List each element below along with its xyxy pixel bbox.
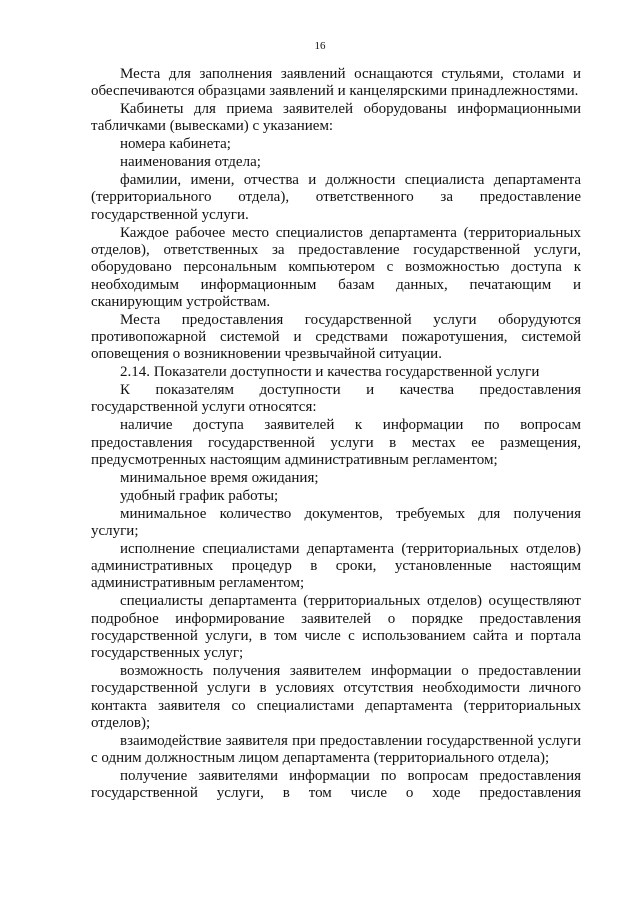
paragraph: наличие доступа заявителей к информации по вопросам предоставления государственной услуги в местах ее размещения, предусмотренных настоящим административным регламентом; <box>91 417 581 468</box>
section-heading: 2.14. Показатели доступности и качества государственной услуги <box>120 364 540 381</box>
paragraph: К показателям доступности и качества предоставления государственной услуги относятся: <box>91 382 581 416</box>
paragraph: Места предоставления государственной услуги оборудуются противопожарной системой и средствами пожаротушения, системой оповещения о возникновении чрезвычайной ситуации. <box>91 311 581 363</box>
paragraph: возможность получения заявителем информации о предоставлении государственной услуги в условиях отсутствия необходимости личного контакта заявителя со специалистами департамента (территориальных отделов); <box>91 663 581 731</box>
paragraph: удобный график работы; <box>120 487 279 504</box>
paragraph: фамилии, имени, отчества и должности специалиста департамента (территориального отдела), ответственного за предоставление государственной услуги. <box>91 172 581 223</box>
paragraph: Кабинеты для приема заявителей оборудованы информационными табличками (вывесками) с указанием: <box>91 101 581 135</box>
paragraph: получение заявителями информации по вопросам предоставления государственной услуги, в том числе о ходе предоставления <box>91 767 581 802</box>
paragraph: номера кабинета; <box>120 136 231 153</box>
paragraph: специалисты департамента (территориальных отделов) осуществляют подробное информирование заявителей о порядке предоставления государственной услуги, в том числе с использованием сайта и портала государственных услуг; <box>91 593 581 662</box>
page-number: 16 <box>314 40 326 52</box>
paragraph: Места для заполнения заявлений оснащаются стульями, столами и обеспечиваются образцами заявлений и канцелярскими принадлежностями. <box>91 66 581 100</box>
paragraph: минимальное количество документов, требуемых для получения услуги; <box>91 505 581 539</box>
document-body <box>91 66 581 803</box>
paragraph: наименования отдела; <box>120 154 261 171</box>
paragraph: исполнение специалистами департамента (территориальных отделов) административных процедур в сроки, установленные настоящим административным регламентом; <box>91 540 581 592</box>
paragraph: минимальное время ожидания; <box>120 469 319 486</box>
paragraph: Каждое рабочее место специалистов департамента (территориальных отделов), ответственных за предоставление государственной услуги, оборудовано персональным компьютером с возможностью доступа к необходимым информационным базам данных, печатающим и сканирующим устройствам. <box>91 224 581 310</box>
paragraph: взаимодействие заявителя при предоставлении государственной услуги с одним должностным лицом департамента (территориального отдела); <box>91 732 581 767</box>
